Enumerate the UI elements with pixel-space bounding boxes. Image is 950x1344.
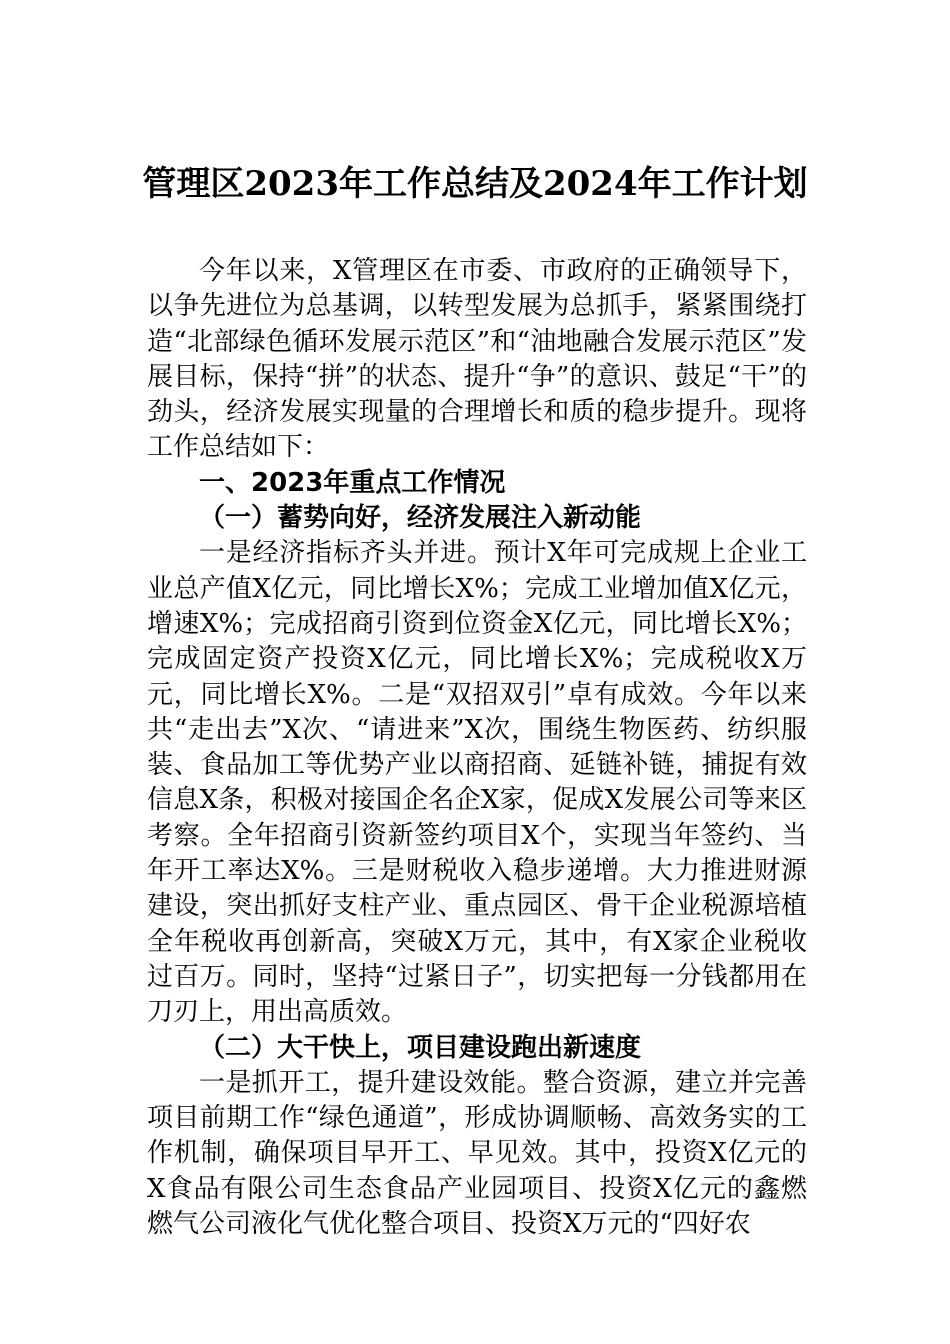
subsection-heading-2: （二）大干快上，项目建设跑出新速度 — [199, 1032, 642, 1063]
intro-paragraph: 今年以来，X管理区在市委、市政府的正确领导下，以争先进位为总基调，以转型发展为总抓手，紧紧围绕打造“北部绿色循环发展示范区”和“油地融合发展示范区”发展目标，保持“拼”的状态、提升“争”的意识、鼓足“干”的劲头，经济发展实现量的合理增长和质的稳步提升。现将工作总结如下： — [147, 256, 807, 463]
economy-paragraph: 一是经济指标齐头并进。预计X年可完成规上企业工业总产值X亿元，同比增长X%；完成工业增加值X亿元，增速X%；完成招商引资到位资金X亿元，同比增长X%；完成固定资产投资X亿元，同比增长X%；完成税收X万元，同比增长X%。二是“双招双引”卓有成效。今年以来共“走出去”X次、“请进来”X次，围绕生物医药、纺织服装、食品加工等优势产业以商招商、延链补链，捕捉有效信息X条，积极对接国企名企X家，促成X发展公司等来区考察。全年招商引资新签约项目X个，实现当年签约、当年开工率达X%。三是财税收入稳步递增。大力推进财源建设，突出抓好支柱产业、重点园区、骨干企业税源培植全年税收再创新高，突破X万元，其中，有X家企业税收过百万。同时，坚持“过紧日子”，切实把每一分钱都用在刀刃上，用出高质效。 — [147, 538, 807, 1028]
subsection-heading-1: （一）蓄势向好，经济发展注入新动能 — [199, 503, 642, 534]
document-body — [147, 254, 807, 1242]
projects-paragraph: 一是抓开工，提升建设效能。整合资源，建立并完善项目前期工作“绿色通道”，形成协调顺畅、高效务实的工作机制，确保项目早开工、早见效。其中，投资X亿元的X食品有限公司生态食品产业园项目、投资X亿元的鑫燃燃气公司液化气优化整合项目、投资X万元的“四好农 — [147, 1067, 807, 1240]
section-heading-1: 一、2023年重点工作情况 — [199, 467, 506, 498]
document-title: 管理区2023年工作总结及2024年工作计划 — [142, 164, 808, 204]
